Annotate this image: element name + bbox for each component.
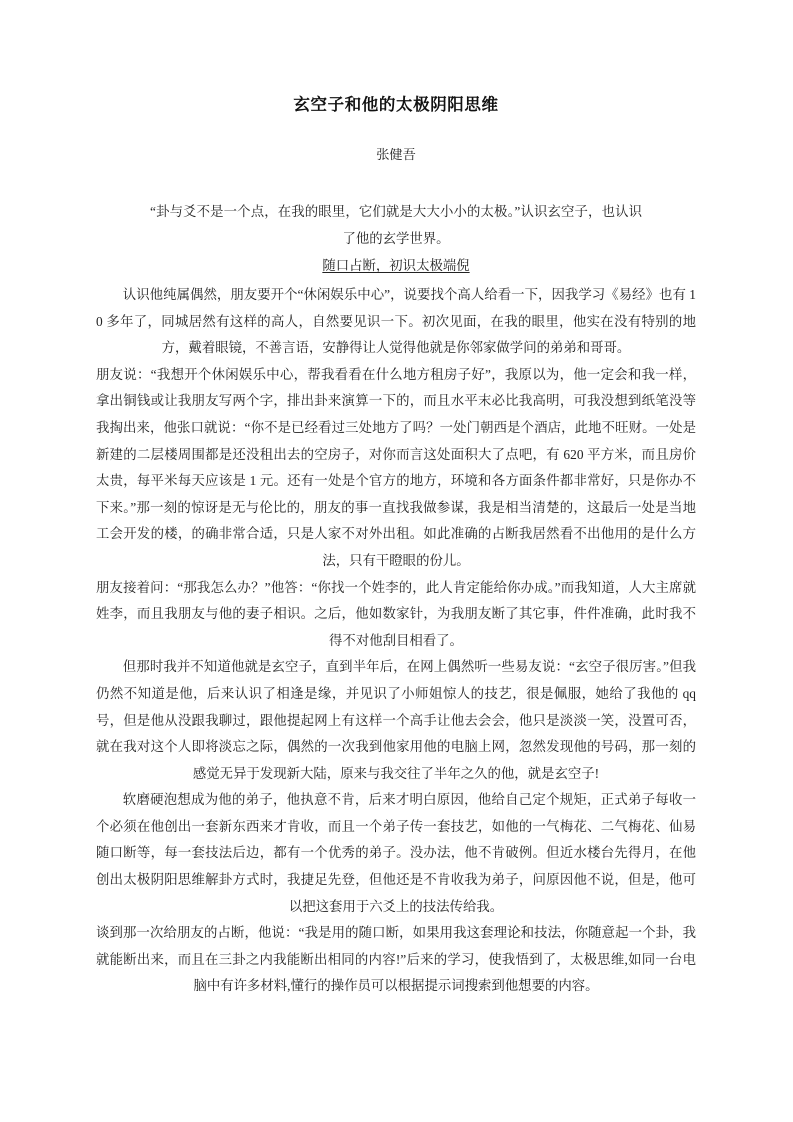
- author-byline: 张健吾: [376, 147, 416, 162]
- section-subheading-text: 随口占断，初识太极端倪: [322, 258, 470, 273]
- lead-paragraph: “卦与爻不是一个点，在我的眼里，它们就是大大小小的太极。”认识玄空子，也认识了他的玄学世界。: [150, 204, 642, 246]
- body-paragraph: 谈到那一次给朋友的占断，他说：“我是用的随口断，如果用我这套理论和技法，你随意起一个卦，我就能断出来，而且在三卦之内我能断出相同的内容!”后来的学习，使我悟到了，太极思维,如同一台电脑中有许多材料,懂行的操作员可以根据提示词搜索到他想要的内容。: [96, 925, 696, 994]
- body-paragraph: 朋友说：“我想开个休闲娱乐中心，帮我看看在什么地方租房子好”，我原以为，他一定会和我一样，拿出铜钱或让我朋友写两个字，排出卦来演算一下的，而且水平末必比我高明，可我没想到纸笔没等我掏出来，他张口就说：“你不是已经看过三处地方了吗？一处门朝西是个酒店，此地不旺财。一处是新建的二层楼周围都是还没租出去的空房子，对你而言这处面积大了点吧，有 620 平方米，而且房价太贵，每平米每天应该是 1 元。还有一处是个官方的地方，环境和各方面条件都非常好，只是你办不下来。”那一刻的惊讶是无与伦比的，朋友的事一直找我做参谋，我是相当清楚的，这最后一处是当地工会开发的楼，的确非常合适，只是人家不对外出租。如此准确的占断我居然看不出他用的是什么方法，只有干瞪眼的份儿。: [96, 366, 696, 568]
- body-paragraph: 但那时我并不知道他就是玄空子，直到半年后，在网上偶然听一些易友说：“玄空子很厉害。”但我仍然不知道是他，后来认识了相逢是缘，并见识了小师姐惊人的技艺，很是佩服，她给了我他的 qq 号，但是他从没跟我聊过，跟他提起网上有这样一个高手让他去会会，他只是淡淡一笑，没置可否，就在我对这个人即将淡忘之际，偶然的一次我到他家用他的电脑上网，忽然发现他的号码，那一刻的感觉无异于发现新大陆，原来与我交往了半年之久的他，就是玄空子!: [96, 659, 696, 781]
- body-paragraph: 朋友接着问：“那我怎么办？”他答：“你找一个姓李的，此人肯定能给你办成。”而我知道，人大主席就姓李，而且我朋友与他的妻子相识。之后，他如数家针，为我朋友断了其它事，件件准确，此时我不得不对他刮目相看了。: [96, 579, 696, 648]
- page-title: 玄空子和他的太极阴阳思维: [293, 95, 499, 114]
- section-subheading: [96, 252, 696, 279]
- body-paragraph: 认识他纯属偶然，朋友要开个“休闲娱乐中心”，说要找个高人给看一下，因我学习《易经》也有 10 多年了，同城居然有这样的高人，自然要见识一下。初次见面，在我的眼里，他实在没有特别的地方，戴着眼镜，不善言语，安静得让人觉得他就是你邻家做学问的弟弟和哥哥。: [96, 287, 696, 356]
- document-content: [96, 0, 696, 1000]
- body-paragraph: 软磨硬泡想成为他的弟子，他执意不肯，后来才明白原因，他给自己定个规矩，正式弟子每收一个必须在他创出一套新东西来才肯收，而且一个弟子传一套技艺，如他的一气梅花、二气梅花、仙易随口断等，每一套技法后边，都有一个优秀的弟子。没办法，他不肯破例。但近水楼台先得月，在他创出太极阴阳思维解卦方式时，我捷足先登，但他还是不肯收我为弟子，问原因他不说，但是，他可以把这套用于六爻上的技法传给我。: [96, 792, 696, 914]
